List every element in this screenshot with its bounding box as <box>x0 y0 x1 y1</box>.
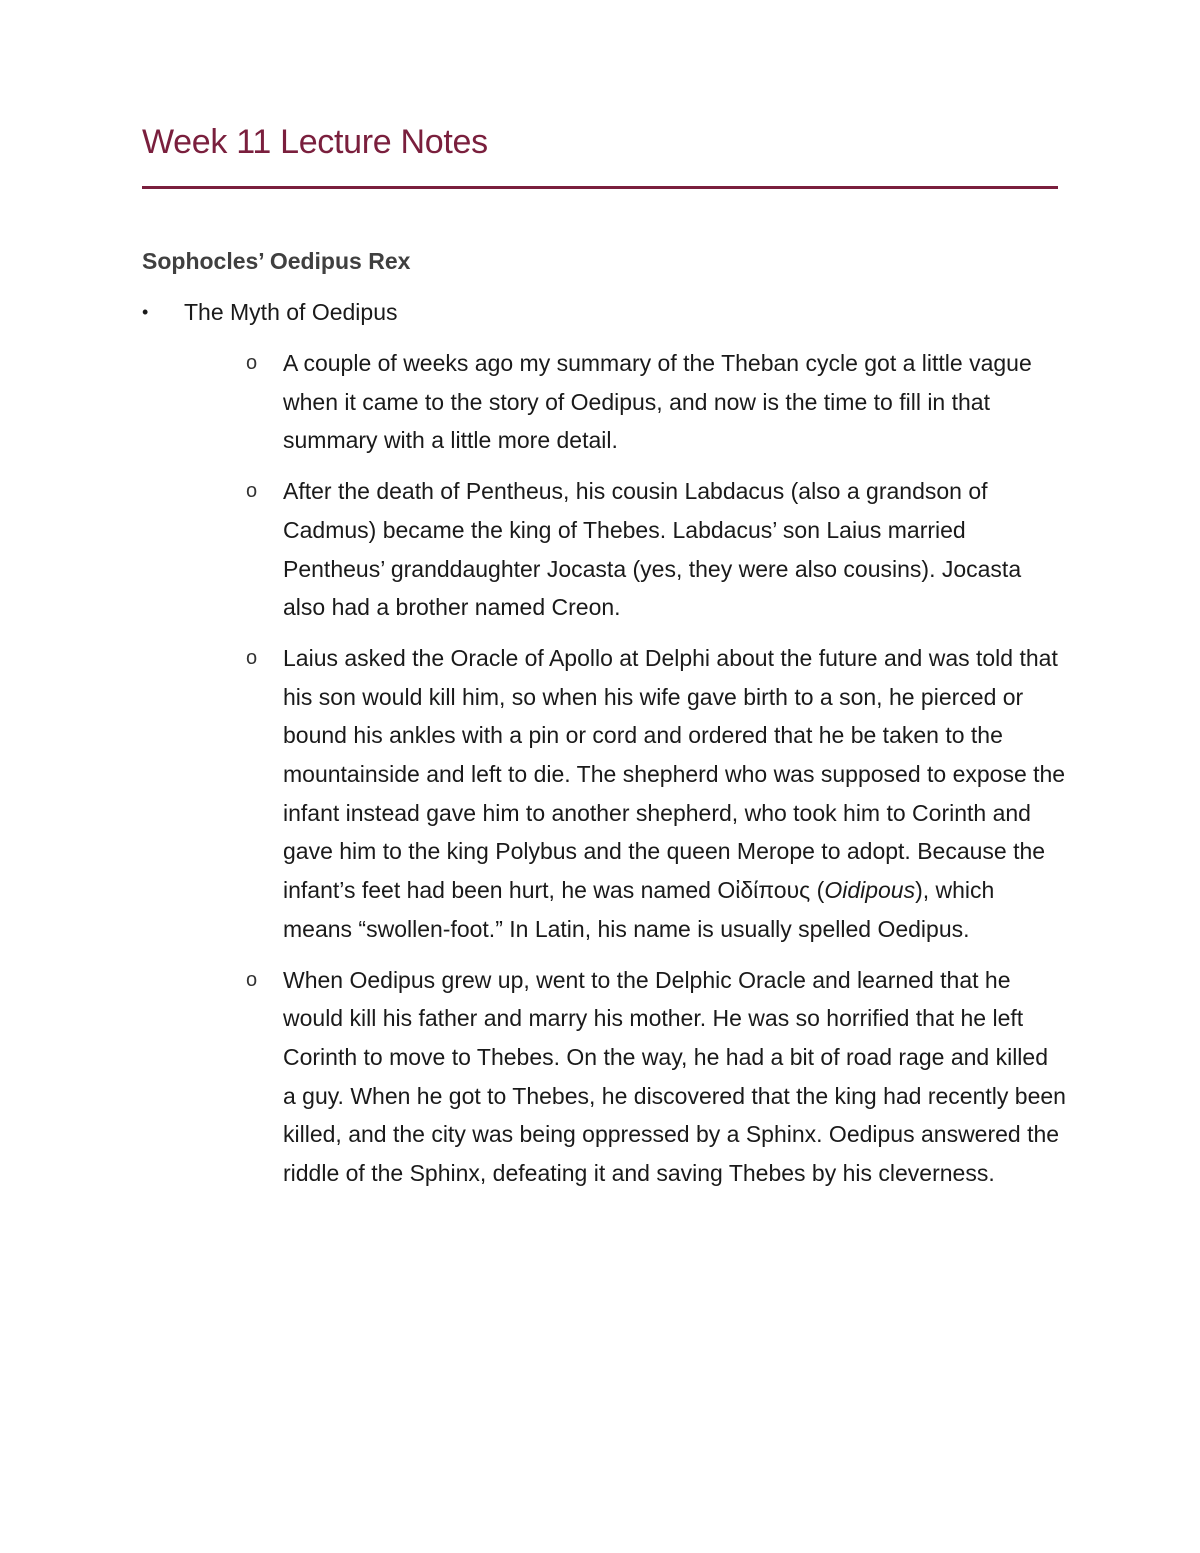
sub-bullet-list <box>246 344 1066 1205</box>
paragraph-theban-cycle: A couple of weeks ago my summary of the Theban cycle got a little vague when it came to the story of Oedipus, and now is the time to fill in that summary with a little more detail. <box>283 350 1032 454</box>
latin-name: Oidipous <box>824 877 916 904</box>
paragraph-labdacus-lineage: After the death of Pentheus, his cousin Labdacus (also a grandson of Cadmus) became the king of Thebes. Labdacus’ son Laius married Pentheus’ granddaughter Jocasta (yes, they were also cousins). Jocasta also had a brother named Creon. <box>283 478 1022 621</box>
sub-bullet-item <box>246 639 1066 949</box>
sub-bullet-item <box>246 961 1066 1193</box>
circle-bullet-icon: o <box>246 480 258 503</box>
paragraph-oracle-and-naming <box>283 639 1066 949</box>
greek-name: Οἰδίπους <box>717 877 811 904</box>
bullet-item-label: The Myth of Oedipus <box>184 299 398 325</box>
paragraph-text: Laius asked the Oracle of Apollo at Delphi about the future and was told that his son would kill him, so when his wife gave birth to a son, he pierced or bound his ankles with a pin or cord and ordered that he be taken to the mountainside and left to die. The shepherd who was supposed to expose the infant instead gave him to another shepherd, who took him to Corinth and gave him to the king Polybus and the queen Merope to adopt. Because the infant’s feet had been hurt, he was named <box>283 644 1066 904</box>
bullet-item-myth-of-oedipus <box>142 296 1058 328</box>
sub-bullet-item <box>246 472 1066 627</box>
circle-bullet-icon: o <box>246 646 258 669</box>
paragraph-text: ), which means “swollen-foot.” In Latin, his name is usually spelled Oedipus. <box>283 877 995 942</box>
bullet-icon: • <box>142 302 149 322</box>
paragraph-text: ( <box>810 877 825 904</box>
circle-bullet-icon: o <box>246 968 258 991</box>
title-divider <box>142 186 1058 189</box>
paragraph-sphinx: When Oedipus grew up, went to the Delphic Oracle and learned that he would kill his father and marry his mother. He was so horrified that he left Corinth to move to Thebes. On the way, he had a bit of road rage and killed a guy. When he got to Thebes, he discovered that the king had recently been killed, and the city was being oppressed by a Sphinx. Oedipus answered the riddle of the Sphinx, defeating it and saving Thebes by his cleverness. <box>283 966 1066 1187</box>
section-heading: Sophocles’ Oedipus Rex <box>142 248 411 274</box>
circle-bullet-icon: o <box>246 352 258 374</box>
page-title: Week 11 Lecture Notes <box>142 123 488 161</box>
sub-bullet-item <box>246 344 1066 460</box>
